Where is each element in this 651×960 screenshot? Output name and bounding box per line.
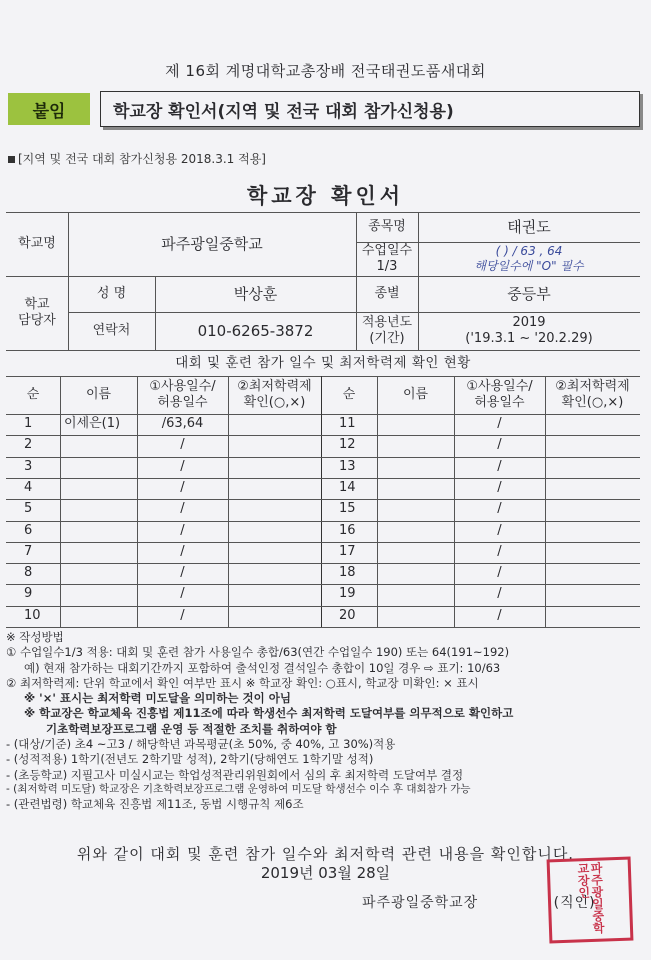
col-grade-left <box>228 376 321 414</box>
row-name-left <box>60 521 137 542</box>
row-grade-right <box>545 435 640 456</box>
row-days-right: / <box>497 480 502 496</box>
class-days-label-sub: 1/3 <box>376 259 398 274</box>
sign-mark: (직인) <box>553 895 596 911</box>
category-value: 중등부 <box>507 284 551 303</box>
row-grade-right <box>545 457 640 478</box>
row-no-right: 11 <box>339 416 356 432</box>
row-no-right: 20 <box>339 608 356 624</box>
row-grade-left <box>228 542 321 563</box>
row-name-right <box>377 457 454 478</box>
row-no-left: 3 <box>24 459 33 475</box>
row-grade-left <box>228 563 321 584</box>
row-name-right <box>377 499 454 520</box>
attachment-badge: 붙임 <box>8 93 90 125</box>
col-grade-left-1: ②최저학력제 <box>237 378 312 394</box>
row-no-right: 13 <box>339 459 356 475</box>
school-label: 학교명 <box>18 235 56 251</box>
writing-instructions <box>6 630 646 812</box>
row-name-right <box>377 435 454 456</box>
col-name-left: 이름 <box>85 386 112 402</box>
note-item: - (초등학교) 지필고사 미실시교는 학업성적관리위원회에서 심의 후 최저학력 도달여부 결정 <box>6 767 464 782</box>
row-name-right <box>377 542 454 563</box>
row-no-left: 10 <box>24 608 41 624</box>
row-grade-left <box>228 457 321 478</box>
row-name-left <box>60 606 137 627</box>
row-grade-right <box>545 542 640 563</box>
row-grade-left <box>228 414 321 435</box>
row-grade-right <box>545 478 640 499</box>
row-name-right <box>377 478 454 499</box>
col-days-left-2: 허용일수 <box>157 395 208 410</box>
note-item: - (성적적용) 1학기(전년도 2학기말 성적), 2학기(당해연도 1학기말 성적) <box>6 752 374 767</box>
row-grade-right <box>545 584 640 605</box>
row-name-left <box>60 499 137 520</box>
col-grade-left-2: 확인(○,×) <box>243 395 306 410</box>
row-grade-left <box>228 478 321 499</box>
issue-date: 2019년 03월 28일 <box>260 864 391 882</box>
year-period: ('19.3.1 ~ '20.2.29) <box>465 331 593 346</box>
row-no-left: 5 <box>24 501 33 517</box>
note-item: ② 최저학력제: 단위 학교에서 확인 여부만 표시 ※ 학교장 확인: ○표시, 학교장 미확인: × 표시 <box>6 675 479 690</box>
name-label: 성 명 <box>96 285 127 301</box>
col-name-right: 이름 <box>402 386 429 402</box>
row-no-right: 15 <box>339 501 356 517</box>
col-no-left: 순 <box>26 386 40 402</box>
row-days-left: / <box>180 565 185 581</box>
col-days-left-1: ①사용일수/ <box>149 378 216 394</box>
principal-name: 파주광일중학교장 <box>362 895 479 911</box>
col-days-right-2: 허용일수 <box>474 395 525 410</box>
row-name-right <box>377 521 454 542</box>
class-days-label <box>356 242 418 276</box>
row-grade-right <box>545 499 640 520</box>
row-days-right: / <box>497 501 502 517</box>
row-no-right: 19 <box>339 586 356 602</box>
col-grade-right-2: 확인(○,×) <box>561 395 624 410</box>
row-grade-left <box>228 584 321 605</box>
document-header: 학교장 확인서(지역 및 전국 대회 참가신청용) <box>100 91 640 127</box>
row-days-left: / <box>180 544 185 560</box>
row-no-right: 12 <box>339 437 356 453</box>
row-name-left <box>60 435 137 456</box>
row-days-right: / <box>497 586 502 602</box>
row-no-left: 9 <box>24 586 33 602</box>
row-days-right: / <box>497 544 502 560</box>
contact-label: 연락처 <box>92 322 131 338</box>
contact-value: 010-6265-3872 <box>197 321 314 340</box>
class-days-value-text: ( ) / 63 , 64 <box>495 244 563 258</box>
row-grade-right <box>545 606 640 627</box>
square-bullet-icon <box>8 156 15 163</box>
row-name-right <box>377 414 454 435</box>
seal-text: 파주광일중학교장인 <box>575 861 606 934</box>
col-days-left <box>137 376 228 414</box>
row-days-right: / <box>497 416 502 432</box>
event-label: 종목명 <box>368 218 406 234</box>
class-days-label-text: 수업일수 <box>361 242 413 258</box>
row-days-right: / <box>497 459 502 475</box>
row-no-left: 6 <box>24 523 33 539</box>
confirmation-text: 위와 같이 대회 및 훈련 참가 일수와 최저학력 관련 내용을 확인합니다. <box>76 845 575 863</box>
row-grade-right <box>545 521 640 542</box>
row-name-left: 이세은(1) <box>64 416 121 432</box>
note-item: - (최저학력 미도달) 학교장은 기초학력보장프로그램 운영하여 미도달 학생선수 이수 후 대회참가 가능 <box>6 782 471 795</box>
class-days-note: 해당일수에 "O" 필수 <box>474 259 584 273</box>
row-days-left: / <box>180 501 185 517</box>
event-value: 태권도 <box>507 217 551 236</box>
note-item: ※ 학교장은 학교체육 진흥법 제11조에 따라 학생선수 최저학력 도달여부를 의무적으로 확인하고 <box>24 706 514 721</box>
row-days-left: / <box>180 480 185 496</box>
col-no-right: 순 <box>342 386 356 402</box>
col-grade-right-1: ②최저학력제 <box>555 378 630 394</box>
event-title: 제 16회 계명대학교총장배 전국태권도품새대회 <box>165 62 486 80</box>
row-grade-right <box>545 563 640 584</box>
note-item: ① 수업일수1/3 적용: 대회 및 훈련 참가 사용일수 총합/63(연간 수업일수 190) 또는 64(191~192) <box>6 645 510 660</box>
row-no-left: 2 <box>24 437 33 453</box>
row-name-right <box>377 584 454 605</box>
row-no-left: 4 <box>24 480 33 496</box>
note-item: 예) 현재 참가하는 대회기간까지 포함하여 출석인정 결석일수 총합이 10일 경우 ⇨ 표기: 10/63 <box>24 660 501 675</box>
year-label-text: 적용년도 <box>361 314 413 330</box>
col-days-right-1: ①사용일수/ <box>466 378 533 394</box>
row-days-left: /63,64 <box>161 416 204 432</box>
school-seal-icon <box>547 857 634 944</box>
row-name-right <box>377 563 454 584</box>
form-reference-text: [지역 및 전국 대회 참가신청용 2018.3.1 적용] <box>18 152 266 166</box>
row-no-left: 1 <box>24 416 33 432</box>
row-grade-left <box>228 606 321 627</box>
row-name-right <box>377 606 454 627</box>
note-heading: ※ 작성방법 <box>6 630 64 644</box>
year-value-text: 2019 <box>512 314 546 330</box>
row-name-left <box>60 478 137 499</box>
row-days-right: / <box>497 565 502 581</box>
manager-name: 박상훈 <box>233 284 278 303</box>
form-reference <box>8 150 266 167</box>
row-grade-left <box>228 521 321 542</box>
row-no-left: 7 <box>24 544 33 560</box>
row-name-left <box>60 457 137 478</box>
note-item: 기초학력보장프로그램 운영 등 적절한 조치를 취하여야 함 <box>46 721 337 736</box>
year-value <box>418 312 640 350</box>
row-days-left: / <box>180 586 185 602</box>
main-title: 학교장 확인서 <box>246 184 405 208</box>
table-caption: 대회 및 훈련 참가 일수 및 최저학력제 확인 현황 <box>175 354 471 371</box>
school-name: 파주광일중학교 <box>161 234 263 253</box>
row-days-left: / <box>180 608 185 624</box>
row-no-right: 14 <box>339 480 356 496</box>
row-grade-left <box>228 499 321 520</box>
row-name-left <box>60 563 137 584</box>
row-grade-right <box>545 414 640 435</box>
year-label-sub: (기간) <box>369 331 405 346</box>
class-days-value <box>418 242 640 276</box>
col-days-right <box>454 376 545 414</box>
row-days-right: / <box>497 437 502 453</box>
note-item: - (관련법령) 학교체육 진흥법 제11조, 동법 시행규칙 제6조 <box>6 796 304 811</box>
manager-label-2: 담당자 <box>18 313 56 328</box>
row-no-right: 16 <box>339 523 356 539</box>
year-label <box>356 312 418 350</box>
row-grade-left <box>228 435 321 456</box>
row-no-right: 18 <box>339 565 356 581</box>
col-grade-right <box>545 376 640 414</box>
row-name-left <box>60 584 137 605</box>
row-no-right: 17 <box>339 544 356 560</box>
note-item: - (대상/기준) 초4 ~고3 / 해당학년 과목평균(초 50%, 중 40%, 고 30%)적용 <box>6 736 396 751</box>
note-item: ※ '×' 표시는 최저학력 미도달을 의미하는 것이 아님 <box>24 691 291 706</box>
manager-label-1: 학교 <box>24 296 50 312</box>
row-days-right: / <box>497 523 502 539</box>
row-days-left: / <box>180 459 185 475</box>
row-name-left <box>60 542 137 563</box>
row-days-right: / <box>497 608 502 624</box>
row-days-left: / <box>180 437 185 453</box>
row-days-left: / <box>180 523 185 539</box>
category-label: 종별 <box>374 285 400 301</box>
manager-label <box>6 276 68 350</box>
row-no-left: 8 <box>24 565 33 581</box>
